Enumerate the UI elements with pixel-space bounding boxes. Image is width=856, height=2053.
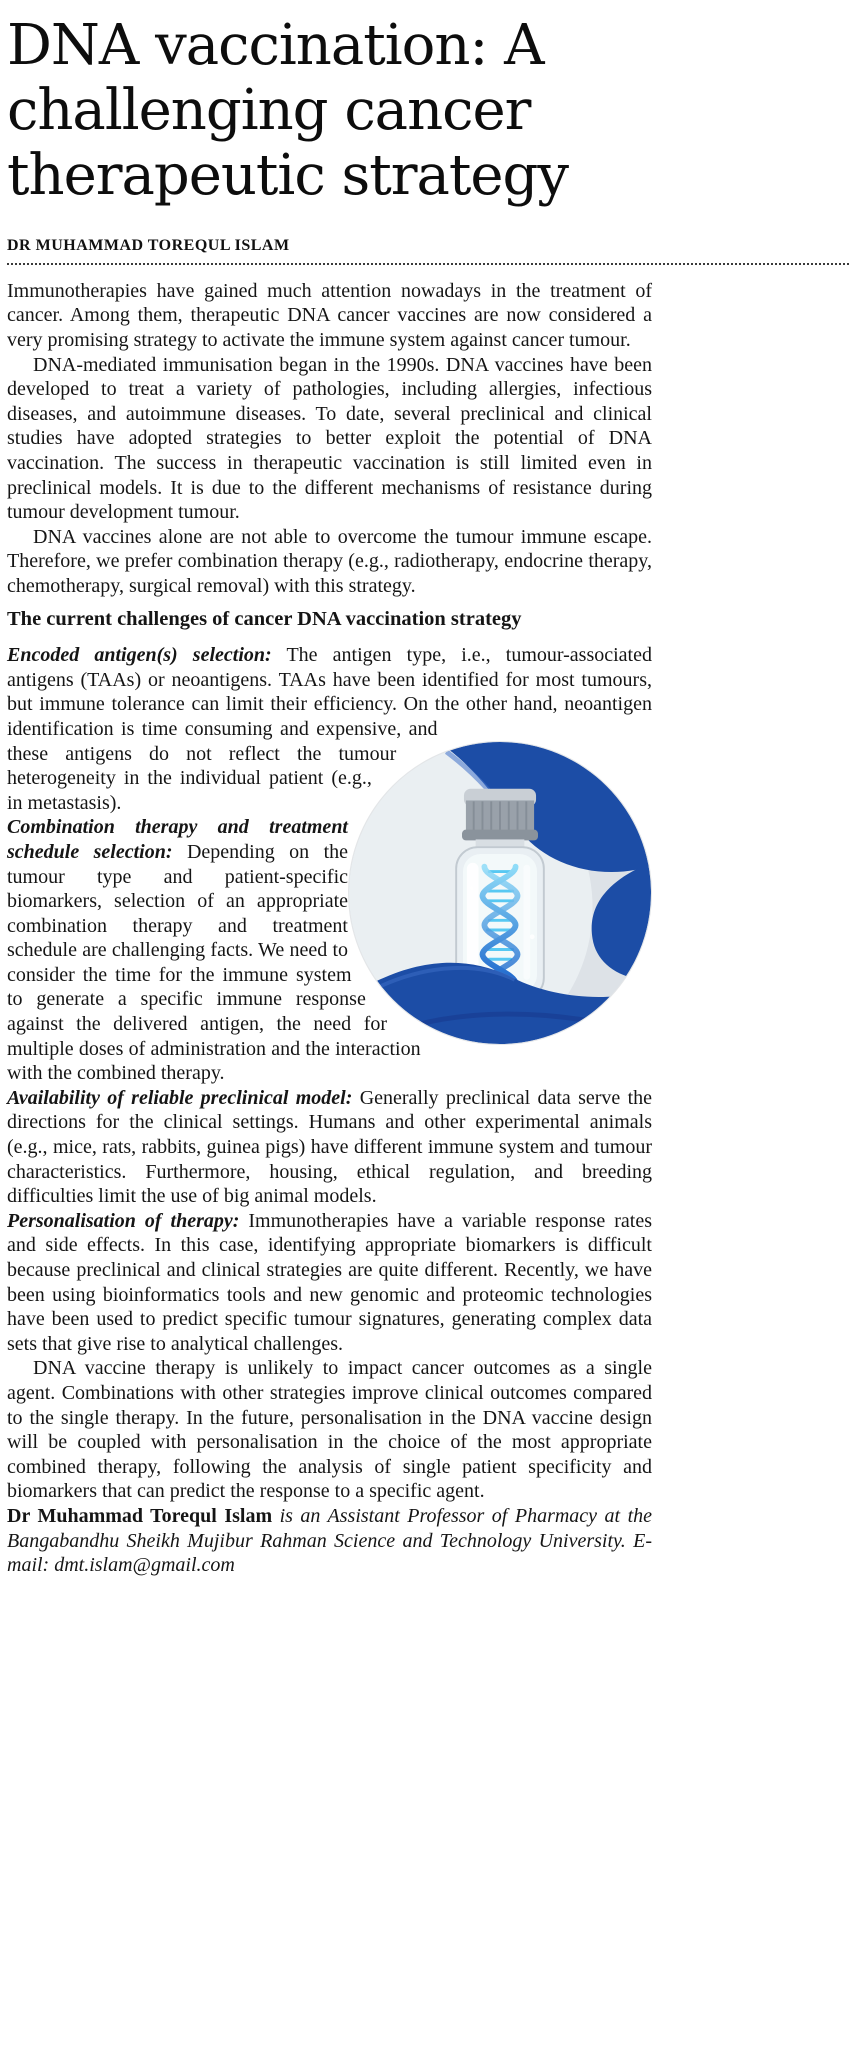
bubble [475, 960, 479, 964]
subhead: The current challenges of cancer DNA vaccination strategy [7, 607, 522, 630]
intro-paragraph-1: Immunotherapies have gained much attention nowadays in the treatment of cancer. Among them, therapeutic DNA cancer vaccines are now considered a very promising strategy to activate the immune system against cancer tumour. [7, 279, 652, 352]
author-name: Dr Muhammad Torequl Islam [7, 1504, 273, 1527]
article-photo [348, 741, 652, 1045]
section-personalisation [7, 1209, 652, 1357]
dotted-divider [7, 263, 849, 265]
bubble [470, 886, 474, 890]
intro-paragraph-2: DNA-mediated immunisation began in the 1990s. DNA vaccines have been developed to treat a variety of pathologies, including allergies, infectious diseases, and autoimmune diseases. To date, several preclinical and clinical studies have adopted strategies to better exploit the potential of DNA vaccination. The success in therapeutic vaccination is still limited even in preclinical models. It is due to the different mechanisms of resistance during tumour development tumour. [7, 353, 652, 524]
section-text: Depending on the tumour type and patient-specific biomarkers, selection of an appropriate combination therapy and treatment schedule are challenging facts. We need to consider the time for the immune system to generate a specific immune response against the delivered antigen, the need for multiple doses of administration and the interaction with the combined therapy. [7, 840, 421, 1085]
headline: DNA vaccination: A challenging cancer therapeutic strategy [7, 13, 569, 208]
section-text: The antigen type, i.e., tumour-associated antigens (TAAs) or neoantigens. TAAs have been identified for most tumours, but immune tolerance can limit their efficiency. On the other hand, neoantigen identification is time consuming and expensive, and these antigens do not reflect the tumour heterogeneity in the individual patient (e.g., in metastasis). [7, 644, 652, 814]
byline: DR MUHAMMAD TOREQUL ISLAM [7, 236, 290, 254]
dna-vial-illustration [349, 742, 651, 1044]
vial-cap-ridges [474, 802, 527, 831]
vial-highlight-right [523, 865, 530, 980]
section-text: Generally preclinical data serve the directions for the clinical settings. Humans and other experimental animals (e.g., mice, rats, rabbits, guinea pigs) have different immune system and tumour characteristics. Furthermore, housing, ethical regulation, and breeding difficulties limit the use of big animal models. [7, 1086, 653, 1208]
vial-crimp-ring [462, 830, 538, 841]
closing-paragraph: DNA vaccine therapy is unlikely to impact cancer outcomes as a single agent. Combinations with other strategies improve clinical outcomes compared to the single therapy. In the future, personalisation in the DNA vaccine design will be coupled with personalisation in the choice of the most appropriate combined therapy, following the analysis of single patient specificity and biomarkers that can predict the response to a specific agent. [7, 1357, 652, 1503]
section-lead: Availability of reliable preclinical model: [7, 1086, 353, 1109]
section-lead: Encoded antigen(s) selection: [7, 644, 272, 667]
section-lead: Combination therapy and treatment schedule selection: [7, 816, 348, 863]
author-bio-text: is an Assistant Professor of Pharmacy at the Bangabandhu Sheikh Mujibur Rahman Science and Technology University. E-mail: dmt.islam@gmail.com [7, 1504, 653, 1577]
bubble [530, 935, 535, 940]
section-encoded-antigen-selection [7, 643, 652, 815]
section-preclinical-model [7, 1086, 652, 1209]
intro-paragraph-3: DNA vaccines alone are not able to overcome the tumour immune escape. Therefore, we prefer combination therapy (e.g., radiotherapy, endocrine therapy, chemotherapy, surgical removal) with this strategy. [7, 525, 652, 597]
article-body [7, 279, 652, 1578]
author-bio [7, 1504, 652, 1578]
section-text: Immunotherapies have a variable response rates and side effects. In this case, identifying appropriate biomarkers is difficult because preclinical and clinical strategies are quite different. Recently, we have been using bioinformatics tools and new genomic and proteomic technologies have been used to predict specific tumour signatures, generating complex data sets that give rise to analytical challenges. [7, 1209, 653, 1355]
section-lead: Personalisation of therapy: [7, 1209, 240, 1232]
